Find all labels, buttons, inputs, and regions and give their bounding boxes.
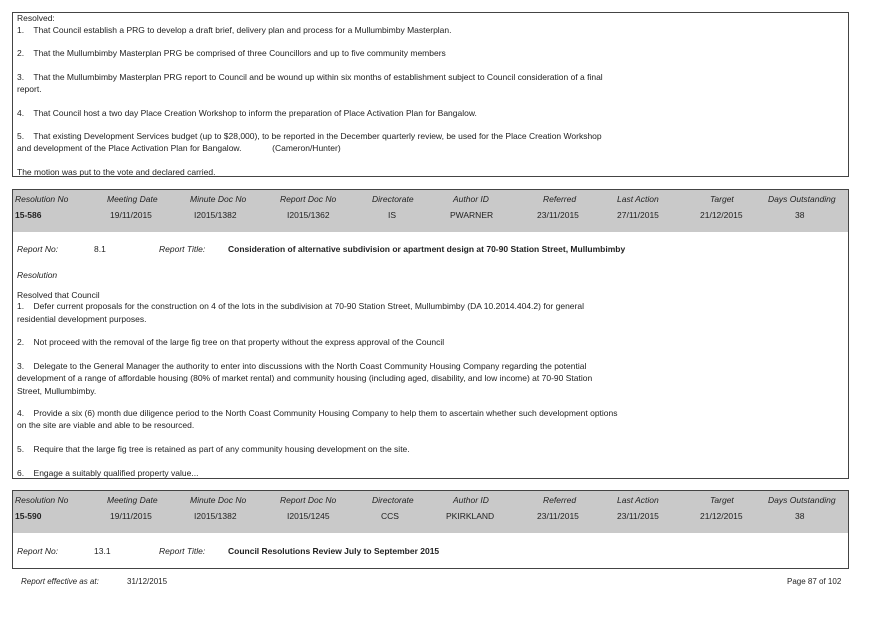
days-outstanding: 38	[795, 511, 805, 521]
referred: 23/11/2015	[537, 511, 579, 521]
resolution-line: 2. Not proceed with the removal of the large fig tree on that property without the express approval of the Council	[17, 337, 445, 347]
col-last-action: Last Action	[617, 194, 659, 204]
report-doc: I2015/1245	[287, 511, 330, 521]
author-id: PKIRKLAND	[446, 511, 495, 521]
item-line: and development of the Place Activation Plan for Bangalow. (Cameron/Hunter)	[17, 143, 341, 153]
report-title: Council Resolutions Review July to September 2015	[228, 546, 440, 556]
referred: 23/11/2015	[537, 210, 579, 220]
resolution-number: 15-586	[15, 210, 42, 220]
directorate: CCS	[381, 511, 399, 521]
minute-doc: I2015/1382	[194, 511, 237, 521]
report-title: Consideration of alternative subdivision or apartment design at 70-90 Station Street, Mullumbimby	[228, 244, 626, 254]
item-line: 4. That Council host a two day Place Creation Workshop to inform the preparation of Place Activation Plan for Bangalow.	[17, 108, 477, 118]
col-report-doc: Report Doc No	[280, 194, 337, 204]
author-id: PWARNER	[450, 210, 494, 220]
col-referred: Referred	[543, 495, 577, 505]
item-line: 1. That Council establish a PRG to develop a draft brief, delivery plan and process for a Mullumbimby Masterplan.	[17, 25, 452, 35]
col-days: Days Outstanding	[768, 194, 836, 204]
resolution-line: 3. Delegate to the General Manager the authority to enter into discussions with the North Coast Community Housing Company regarding the potential	[17, 361, 587, 371]
col-author: Author ID	[453, 495, 489, 505]
col-last-action: Last Action	[617, 495, 659, 505]
col-days: Days Outstanding	[768, 495, 836, 505]
col-target: Target	[710, 495, 734, 505]
item-line: 5. That existing Development Services budget (up to $28,000), to be reported in the December quarterly review, be used for the Place Creation Workshop	[17, 131, 602, 141]
target: 21/12/2015	[700, 511, 743, 521]
col-report-doc: Report Doc No	[280, 495, 337, 505]
item-line: 2. That the Mullumbimby Masterplan PRG be comprised of three Councillors and up to five community members	[17, 48, 446, 58]
col-target: Target	[710, 194, 734, 204]
resolution-record	[12, 490, 849, 569]
col-resolution-no: Resolution No	[15, 495, 69, 505]
report-effective-date: 31/12/2015	[127, 577, 168, 586]
report-no-label: Report No:	[17, 546, 59, 556]
resolved-label: Resolved:	[17, 13, 55, 23]
resolution-line: Street, Mullumbimby.	[17, 386, 97, 396]
resolution-line: on the site are viable and able to be resourced.	[17, 420, 195, 430]
target: 21/12/2015	[700, 210, 743, 220]
resolution-record	[12, 189, 849, 479]
motion-carried: The motion was put to the vote and declared carried.	[17, 167, 216, 177]
item-line: report.	[17, 84, 42, 94]
col-meeting-date: Meeting Date	[107, 495, 158, 505]
report-doc: I2015/1362	[287, 210, 330, 220]
resolution-label: Resolution	[17, 270, 58, 280]
col-resolution-no: Resolution No	[15, 194, 69, 204]
resolution-line: 5. Require that the large fig tree is retained as part of any community housing development on the site.	[17, 444, 410, 454]
minute-doc: I2015/1382	[194, 210, 237, 220]
report-title-label: Report Title:	[159, 244, 206, 254]
resolution-continuation	[12, 12, 849, 177]
directorate: IS	[388, 210, 397, 220]
resolution-line: 6. Engage a suitably qualified property value...	[17, 468, 199, 478]
last-action: 23/11/2015	[617, 511, 659, 521]
col-directorate: Directorate	[372, 495, 414, 505]
col-author: Author ID	[453, 194, 489, 204]
record-header	[13, 190, 848, 232]
resolution-number: 15-590	[15, 511, 42, 521]
meeting-date: 19/11/2015	[110, 511, 152, 521]
col-directorate: Directorate	[372, 194, 414, 204]
record-header	[13, 491, 848, 533]
meeting-date: 19/11/2015	[110, 210, 152, 220]
resolution-line: residential development purposes.	[17, 314, 147, 324]
col-minute-doc: Minute Doc No	[190, 495, 247, 505]
col-meeting-date: Meeting Date	[107, 194, 158, 204]
report-no-label: Report No:	[17, 244, 59, 254]
resolution-line: 1. Defer current proposals for the construction on 4 of the lots in the subdivision at 70-90 Station Street, Mullumbimby (DA 10.2014.404.2) for general	[17, 301, 584, 311]
days-outstanding: 38	[795, 210, 805, 220]
report-no: 8.1	[94, 244, 106, 254]
report-title-label: Report Title:	[159, 546, 206, 556]
resolution-line: Resolved that Council	[17, 290, 100, 300]
item-line: 3. That the Mullumbimby Masterplan PRG report to Council and be wound up within six months of establishment subject to Council consideration of a final	[17, 72, 603, 82]
col-referred: Referred	[543, 194, 577, 204]
resolution-line: development of a range of affordable housing (80% of market rental) and community housing (including aged, disability, and low income) at 70-90 Station	[17, 373, 593, 383]
col-minute-doc: Minute Doc No	[190, 194, 247, 204]
last-action: 27/11/2015	[617, 210, 659, 220]
report-no: 13.1	[94, 546, 111, 556]
page-number: Page 87 of 102	[787, 577, 842, 586]
report-effective-label: Report effective as at:	[21, 577, 99, 586]
resolution-line: 4. Provide a six (6) month due diligence period to the North Coast Community Housing Company to help them to ascertain whether such development options	[17, 408, 618, 418]
